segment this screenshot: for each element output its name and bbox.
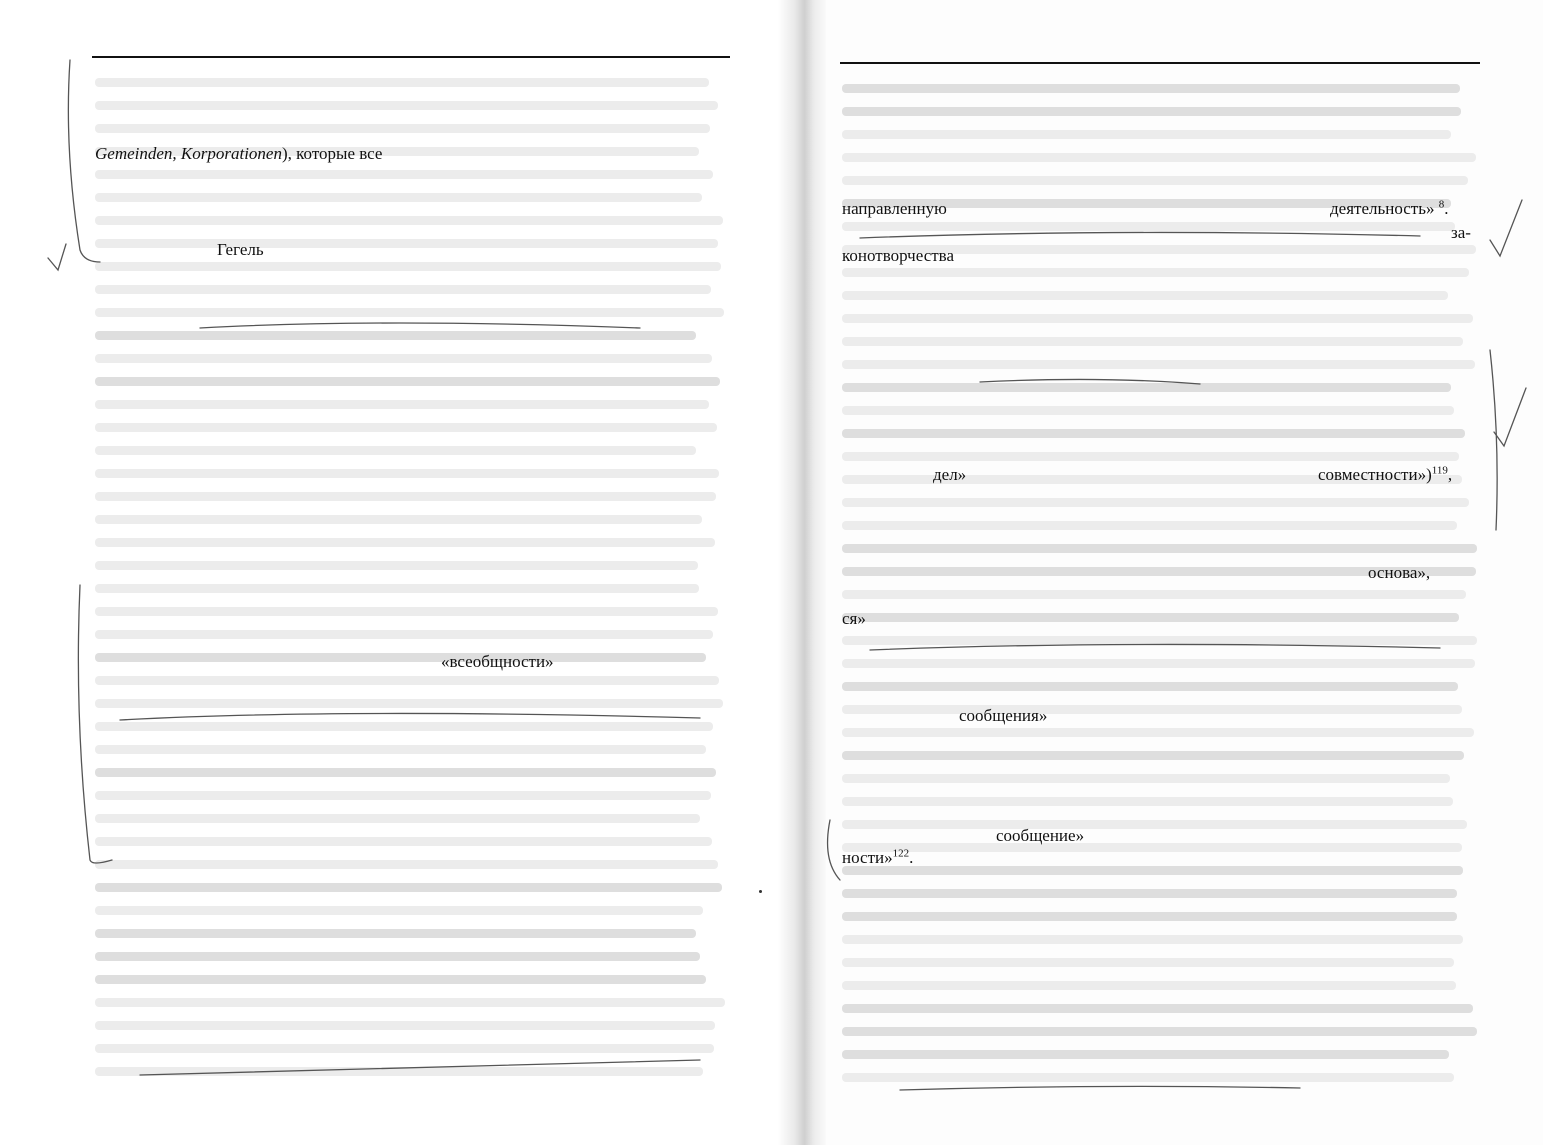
faded-text-line <box>842 1027 1477 1036</box>
text-activity-footnote <box>1330 199 1448 219</box>
faded-text-line <box>842 866 1463 875</box>
faded-text-line <box>95 561 698 570</box>
faded-text-line <box>95 1021 715 1030</box>
faded-text-line <box>842 222 1455 231</box>
faded-text-line <box>95 653 706 662</box>
word-communication: сообщения» <box>959 706 1048 725</box>
faded-text-line <box>95 193 702 202</box>
stray-dot <box>759 890 762 893</box>
faded-text-line <box>842 1050 1449 1059</box>
faded-text-line <box>842 774 1450 783</box>
faded-text-line <box>842 521 1457 530</box>
faded-text-line <box>95 745 706 754</box>
footnote-punct-118: . <box>1444 199 1449 218</box>
faded-text-line <box>95 124 710 133</box>
faded-text-line <box>95 354 712 363</box>
faded-text-line <box>95 837 712 846</box>
faded-text-line <box>842 176 1468 185</box>
faded-text-line <box>95 906 703 915</box>
faded-text-line <box>842 728 1474 737</box>
faded-text-line <box>95 492 716 501</box>
faded-text-line <box>95 1067 703 1076</box>
faded-text-line <box>842 337 1463 346</box>
faded-text-line <box>842 314 1473 323</box>
faded-text-line <box>95 975 706 984</box>
faded-text-line <box>842 544 1477 553</box>
faded-text-line <box>95 952 700 961</box>
word-directed: направленную <box>842 199 947 218</box>
word-activity: деятельность» <box>1330 199 1435 218</box>
faded-text-line <box>95 262 721 271</box>
faded-text-line <box>842 107 1461 116</box>
word-message: сообщение» <box>996 826 1085 845</box>
faded-text-line <box>842 682 1458 691</box>
faded-text-line <box>842 383 1451 392</box>
faded-text-line <box>95 538 715 547</box>
footnote-ref-122: 122 <box>892 847 910 860</box>
footnote-ref-119: 119 <box>1431 464 1448 477</box>
faded-text-line <box>95 676 719 685</box>
header-rule-right <box>840 62 1480 64</box>
faded-text-line <box>842 751 1464 760</box>
faded-text-line <box>95 308 724 317</box>
faded-text-line <box>95 883 722 892</box>
faded-text-line <box>95 285 711 294</box>
faded-text-line <box>95 78 709 87</box>
faded-text-line <box>95 1044 714 1053</box>
faded-text-line <box>95 998 725 1007</box>
footnote-punct-122: . <box>909 848 914 867</box>
faded-text-line <box>842 659 1475 668</box>
faded-text-line <box>95 722 713 731</box>
footnote-punct-119: , <box>1447 465 1453 484</box>
faded-text-line <box>842 452 1459 461</box>
word-sya: ся» <box>842 609 866 628</box>
word-hegel: Гегель <box>217 240 264 259</box>
faded-text-line <box>842 889 1457 898</box>
faded-text-line <box>95 607 718 616</box>
faded-text-line <box>95 814 700 823</box>
book-gutter-shadow <box>778 0 826 1145</box>
word-za: за- <box>1451 223 1471 242</box>
header-rule-left <box>92 56 730 58</box>
faded-text-line <box>842 1004 1473 1013</box>
faded-text-line <box>95 768 716 777</box>
faded-text-line <box>95 446 696 455</box>
faded-text-line <box>95 630 713 639</box>
word-togetherness: совместности») <box>1318 465 1432 484</box>
faded-text-line <box>95 929 696 938</box>
faded-text-line <box>842 84 1460 93</box>
faded-text-line <box>95 170 713 179</box>
faded-text-line <box>842 590 1466 599</box>
faded-text-line <box>95 469 719 478</box>
faded-text-line <box>95 584 699 593</box>
faded-text-line <box>95 860 718 869</box>
word-affairs: дел» <box>933 465 967 484</box>
faded-text-line <box>95 699 723 708</box>
faded-text-line <box>842 958 1454 967</box>
word-lawmaking: конотворчества <box>842 246 955 265</box>
text-which-all: ), которые все <box>281 144 383 163</box>
faded-text-line <box>842 406 1454 415</box>
faded-text-line <box>95 331 696 340</box>
faded-text-line <box>95 515 702 524</box>
faded-text-line <box>842 705 1462 714</box>
faded-text-line <box>842 429 1465 438</box>
faded-text-line <box>842 797 1453 806</box>
faded-text-line <box>842 843 1462 852</box>
faded-text-line <box>95 216 723 225</box>
faded-text-line <box>842 498 1469 507</box>
faded-text-line <box>842 130 1451 139</box>
faded-text-line <box>842 820 1467 829</box>
faded-text-line <box>842 935 1463 944</box>
faded-text-line <box>95 101 718 110</box>
faded-text-line <box>95 400 709 409</box>
text-togetherness-footnote <box>1318 465 1452 485</box>
faded-text-line <box>95 377 720 386</box>
faded-text-line <box>95 423 717 432</box>
text-line-gemeinden <box>95 144 382 164</box>
word-basis: основа», <box>1368 563 1431 582</box>
faded-text-line <box>842 291 1448 300</box>
faded-text-line <box>842 153 1476 162</box>
faded-text-line <box>95 791 711 800</box>
faded-text-line <box>842 268 1469 277</box>
faded-text-line <box>842 981 1456 990</box>
word-universality: «всеобщности» <box>441 652 554 671</box>
faded-text-line <box>842 613 1459 622</box>
faded-text-line <box>842 636 1477 645</box>
text-nosti-footnote <box>842 848 913 868</box>
word-nosti: ности» <box>842 848 893 867</box>
faded-text-line <box>95 239 718 248</box>
faded-text-line <box>842 1073 1454 1082</box>
right-page <box>790 0 1543 1145</box>
footnote-ref-118: 8 <box>1438 198 1445 211</box>
faded-text-line <box>842 912 1457 921</box>
faded-text-line <box>842 360 1475 369</box>
italic-german-terms: Gemeinden, Korporationen <box>95 144 282 163</box>
